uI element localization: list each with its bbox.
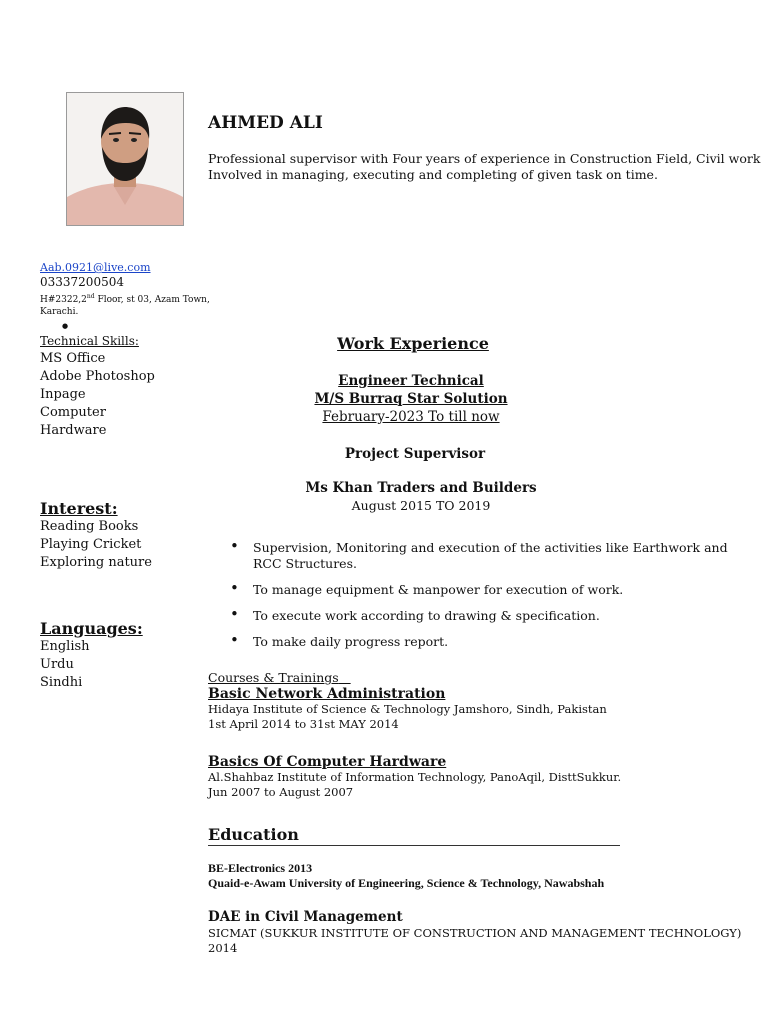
education-entry: [208, 861, 604, 891]
divider: [208, 845, 620, 846]
email-link[interactable]: Aab.0921@live.com: [40, 261, 151, 274]
course-period: 1st April 2014 to 31st MAY 2014: [208, 717, 399, 731]
languages-heading: Languages:: [40, 619, 143, 638]
address-line-1: [40, 291, 210, 306]
course-period: Jun 2007 to August 2007: [208, 785, 354, 799]
skill-item: Adobe Photoshop: [40, 369, 155, 384]
address: [40, 291, 210, 318]
skill-item: Inpage: [40, 387, 86, 402]
skill-item: Hardware: [40, 423, 107, 438]
work-experience-heading: Work Experience: [337, 334, 489, 353]
job-title: Engineer Technical: [338, 373, 484, 389]
courses-heading: [208, 670, 351, 685]
profile-photo: [66, 92, 184, 226]
skill-item: MS Office: [40, 351, 106, 366]
language-item: English: [40, 639, 90, 654]
education-entry: [208, 909, 741, 956]
language-item: Urdu: [40, 657, 74, 672]
job-company: Ms Khan Traders and Builders: [305, 480, 537, 496]
job-title: Project Supervisor: [344, 446, 486, 462]
course-title: Basic Network Administration: [208, 686, 446, 702]
interest-item: Reading Books: [40, 519, 139, 534]
interest-item: Playing Cricket: [40, 537, 142, 552]
education-heading: Education: [208, 825, 299, 844]
responsibility-list: [230, 540, 740, 660]
course-institute: Hidaya Institute of Science & Technology Jamshoro, Sindh, Pakistan: [208, 702, 607, 716]
list-item: • To execute work according to drawing & specification.: [230, 608, 740, 624]
address-text: H#2322,2: [40, 295, 87, 305]
skill-item: Computer: [40, 405, 106, 420]
phone-number: 03337200504: [40, 275, 124, 289]
summary-line: Involved in managing, executing and completing of given task on time.: [208, 167, 658, 182]
technical-skills-section: [40, 332, 155, 440]
list-item: • To manage equipment & manpower for execution of work.: [230, 582, 740, 598]
course-title: Basics Of Computer Hardware: [208, 754, 447, 770]
address-superscript: nd: [86, 293, 95, 300]
job-entry: [300, 479, 542, 515]
list-item: • To make daily progress report.: [230, 634, 740, 650]
course-institute: Al.Shahbaz Institute of Information Technology, PanoAqil, DisttSukkur.: [208, 770, 622, 784]
interest-item: Exploring nature: [40, 555, 152, 570]
course-entry: [208, 686, 607, 732]
address-line-2: Karachi.: [40, 307, 79, 317]
course-entry: [208, 754, 621, 800]
interest-heading: Interest:: [40, 499, 118, 518]
education-degree: BE-Electronics 2013: [208, 861, 313, 875]
address-text: Floor, st 03, Azam Town,: [94, 295, 210, 305]
bullet-icon: ●: [62, 322, 69, 330]
education-institute: SICMAT (SUKKUR INSTITUTE OF CONSTRUCTION AND MANAGEMENT TECHNOLOGY): [208, 926, 742, 940]
courses-heading-text: Courses & Trainings: [208, 670, 339, 685]
profile-summary: [208, 151, 761, 183]
candidate-name: AHMED ALI: [208, 113, 323, 133]
job-period: February-2023 To till now: [322, 409, 500, 425]
job-period: August 2015 TO 2019: [351, 498, 491, 513]
interest-section: [40, 500, 152, 572]
profile-photo-image: [67, 93, 183, 225]
job-company: M/S Burraq Star Solution: [314, 391, 508, 407]
technical-skills-heading: Technical Skills:: [40, 334, 139, 348]
education-degree: DAE in Civil Management: [208, 909, 403, 925]
summary-line: Professional supervisor with Four years of experience in Construction Field, Civil work: [208, 151, 761, 166]
list-item: • Supervision, Monitoring and execution of the activities like Earthwork and RCC Structures.: [230, 540, 740, 572]
job-entry: [298, 372, 524, 426]
languages-section: [40, 620, 143, 692]
education-institute: Quaid-e-Awam University of Engineering, Science & Technology, Nawabshah: [208, 876, 605, 890]
language-item: Sindhi: [40, 675, 83, 690]
education-year: 2014: [208, 941, 238, 955]
